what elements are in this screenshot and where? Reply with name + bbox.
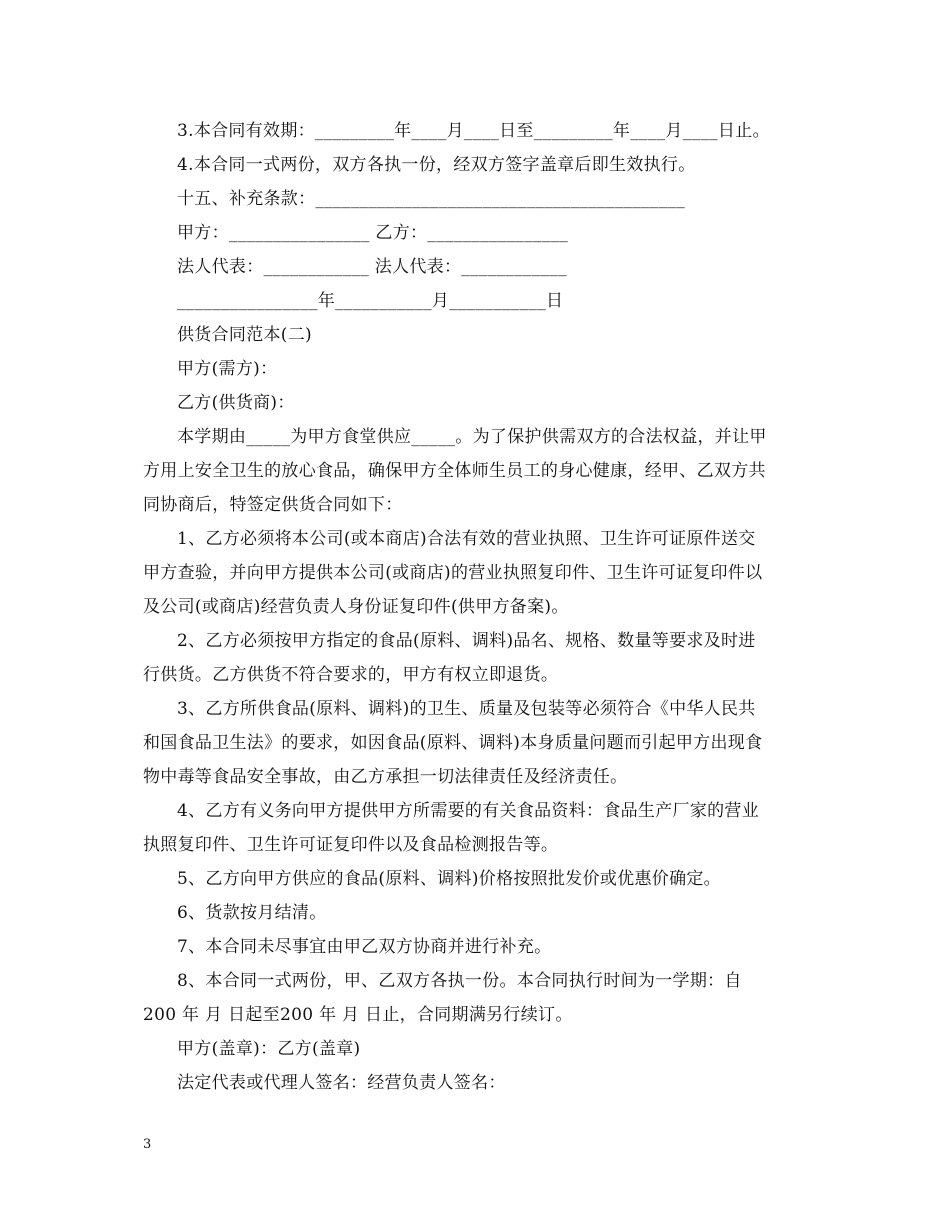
clause-2-line: 行供货。乙方供货不符合要求的，甲方有权立即退货。 [143,665,559,685]
page-number: 3 [143,1137,152,1152]
copies-clause-line: 4.本合同一式两份，双方各执一份，经双方签字盖章后即生效执行。 [177,155,696,175]
clause-4-line: 4、乙方有义务向甲方提供甲方所需要的有关食品资料：食品生产厂家的营业 [177,801,760,821]
clause-3-line: 物中毒等食品安全事故，由乙方承担一切法律责任及经济责任。 [143,767,628,787]
date-line: ________________年___________月___________日 [177,291,564,311]
legal-representative-line: 法人代表：____________ 法人代表：____________ [177,257,567,277]
clause-6-line: 6、货款按月结清。 [177,903,327,923]
clause-3-line: 和国食品卫生法》的要求，如因食品(原料、调料)本身质量问题而引起甲方出现食 [143,733,763,753]
clause-8-line: 200 年 月 日起至200 年 月 日止，合同期满另行续订。 [143,1005,573,1025]
party-a-line: 甲方(需方)： [177,359,278,379]
clause-8-line: 8、本合同一式两份，甲、乙双方各执一份。本合同执行时间为一学期：自 [177,971,742,991]
clause-1-line: 及公司(或商店)经营负责人身份证复印件(供甲方备案)。 [143,597,569,617]
intro-paragraph-line: 本学期由_____为甲方食堂供应_____。为了保护供需双方的合法权益，并让甲 [177,427,767,447]
clause-1-line: 甲方查验，并向甲方提供本公司(或商店)的营业执照复印件、卫生许可证复印件以 [143,563,763,583]
seal-line: 甲方(盖章)：乙方(盖章) [177,1039,361,1059]
intro-paragraph-line: 同协商后，特签定供货合同如下： [143,495,403,515]
section-title: 供货合同范本(二) [177,325,312,345]
signature-line: 法定代表或代理人签名：经营负责人签名： [177,1073,506,1093]
clause-4-line: 执照复印件、卫生许可证复印件以及食品检测报告等。 [143,835,559,855]
supplementary-terms-line: 十五、补充条款：__________________________________________ [177,189,685,209]
party-signature-line: 甲方：________________ 乙方：________________ [177,223,569,243]
clause-2-line: 2、乙方必须按甲方指定的食品(原料、调料)品名、规格、数量等要求及时进 [177,631,756,651]
intro-paragraph-line: 方用上安全卫生的放心食品，确保甲方全体师生员工的身心健康，经甲、乙双方共 [143,461,766,481]
clause-7-line: 7、本合同未尽事宜由甲乙双方协商并进行补充。 [177,937,552,957]
contract-term-line: 3.本合同有效期：_________年____月____日至_________年____月____日止。 [177,121,770,141]
clause-5-line: 5、乙方向甲方供应的食品(原料、调料)价格按照批发价或优惠价确定。 [177,869,721,889]
document-body [143,114,813,1100]
clause-3-line: 3、乙方所供食品(原料、调料)的卫生、质量及包装等必须符合《中华人民共 [177,699,756,719]
party-b-line: 乙方(供货商)： [177,393,295,413]
clause-1-line: 1、乙方必须将本公司(或本商店)合法有效的营业执照、卫生许可证原件送交 [177,529,756,549]
